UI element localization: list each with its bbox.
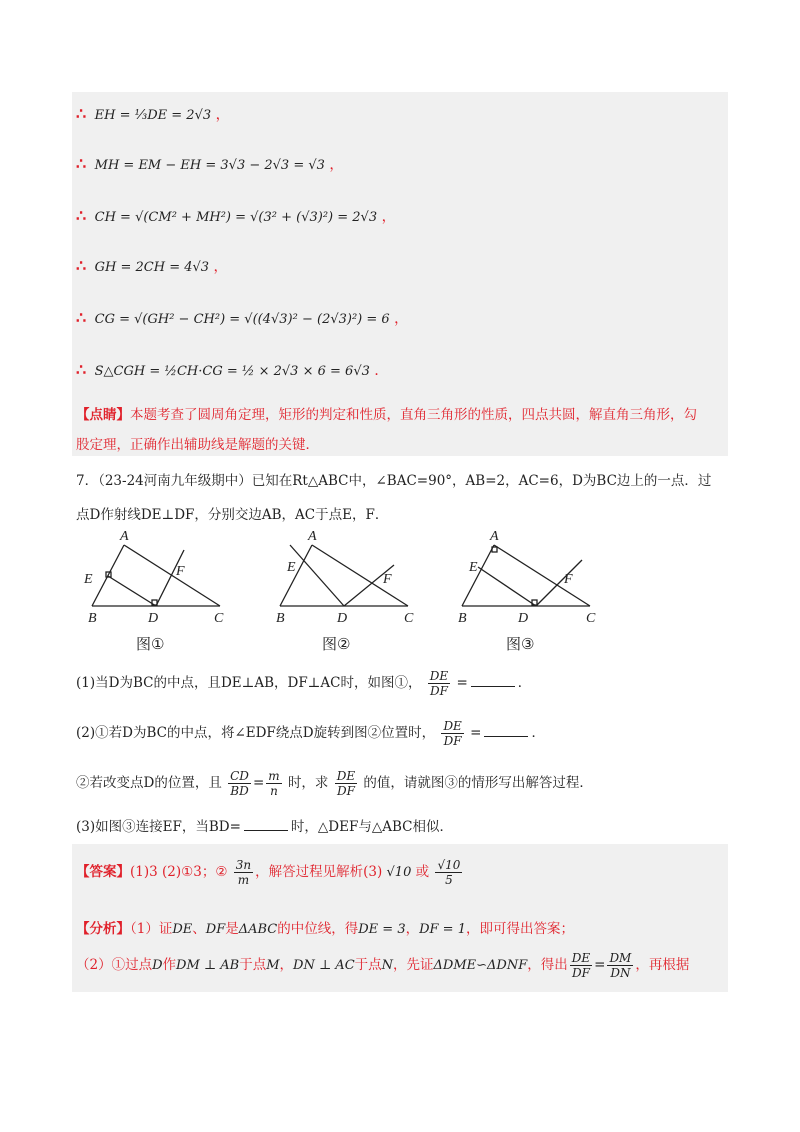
math-de: DE (172, 922, 193, 937)
math-de-value: DE = 3 (358, 922, 406, 937)
fig1-caption: 图① (136, 635, 165, 653)
answer-fraction (234, 858, 253, 887)
fig3-label-F: F (564, 572, 573, 587)
math-expression: MH = EM − EH = 3√3 − 2√3 = √3 (94, 158, 325, 173)
math-df: DF (205, 922, 226, 937)
math-expression: CH = √(CM² + MH²) = √(3² + (√3)²) = 2√3 (94, 210, 378, 225)
q1-fraction (428, 669, 450, 698)
math-similar: ΔDME∽ΔDNF (433, 958, 528, 973)
q2b-text-1: ②若改变点D的位置，且 (76, 775, 222, 791)
answer-value-1: √10 (386, 865, 412, 880)
geometry-figures (0, 525, 800, 665)
answer-tag: 【答案】 (76, 864, 130, 880)
question-1: (1)当D为BC的中点，且DE⊥AB，DF⊥AC时，如图①， $\frac{DE}{DF}$ = ． (76, 669, 532, 698)
therefore-symbol: ∴ (76, 206, 87, 225)
answer-line (76, 852, 464, 893)
therefore-symbol: ∴ (76, 360, 87, 379)
analysis-line-2 (76, 950, 689, 981)
solution-line-3 (76, 206, 396, 228)
answer-blank (484, 724, 528, 737)
answer-frac2-den: 5 (445, 873, 453, 887)
therefore-symbol: ∴ (76, 104, 87, 123)
therefore-symbol: ∴ (76, 154, 87, 173)
fig1-label-A: A (120, 529, 129, 544)
q2b-fraction-2 (266, 769, 281, 798)
answer-frac-num: 3n (235, 858, 252, 872)
q2b-text-2: 时，求 (287, 775, 329, 791)
q1-frac-den: DF (429, 684, 448, 698)
frac-den: DN (610, 966, 631, 980)
fig3-label-E: E (469, 560, 478, 575)
fig3-caption: 图③ (506, 635, 535, 653)
math-expression: EH = ⅓DE = 2√3 (94, 108, 212, 123)
therefore-symbol: ∴ (76, 256, 87, 275)
analysis-text: 于点 (239, 957, 267, 973)
fig1-label-F: F (176, 564, 185, 579)
punctuation: ， (213, 259, 228, 275)
punctuation: ， (215, 107, 230, 123)
dianjing-tag: 【点睛】 (76, 407, 130, 423)
analysis-text: 的中位线，得 (277, 921, 359, 937)
solution-line-6 (76, 360, 388, 382)
q2a-tail: ． (531, 725, 545, 741)
q2b-frac3-den: DF (336, 784, 355, 798)
q1-frac-num: DE (429, 669, 449, 683)
fig2-caption: 图② (322, 635, 351, 653)
math-expression: CG = √(GH² − CH²) = √((4√3)² − (2√3)²) = 6 (94, 312, 390, 327)
q1-tail: ． (517, 675, 532, 691)
problem-stem (76, 464, 726, 532)
question-2a: (2)①若D为BC的中点，将∠EDF绕点D旋转到图②位置时， $\frac{DE}{DF}$ = ． (76, 719, 545, 748)
fig2-label-B: B (276, 611, 285, 626)
solution-line-2 (76, 154, 343, 176)
q2b-frac1-den: BD (230, 784, 249, 798)
analysis-fraction-1 (570, 951, 592, 980)
math-dn-perp: DN ⊥ AC (293, 958, 355, 973)
fig2-label-A: A (308, 529, 317, 544)
fig3-label-B: B (458, 611, 467, 626)
punctuation: ． (374, 363, 389, 379)
punctuation: ， (329, 157, 344, 173)
math-n: N (381, 958, 394, 973)
math-triangle: ΔABC (238, 922, 278, 937)
answer-or: 或 (415, 864, 430, 880)
dianjing-text-2: 股定理，正确作出辅助线是解题的关键． (76, 437, 319, 453)
question-2b (76, 768, 593, 798)
q2a-text: (2)①若D为BC的中点，将∠EDF绕点D旋转到图②位置时， (76, 725, 436, 741)
fig3-label-A: A (490, 529, 499, 544)
q2a-frac-num: DE (443, 719, 462, 733)
q2b-frac2-den: n (270, 784, 278, 798)
punctuation: ， (394, 311, 409, 327)
math-expression: S△CGH = ½CH·CG = ½ × 2√3 × 6 = 6√3 (94, 364, 370, 379)
q2a-fraction (441, 719, 463, 748)
frac-num: DM (609, 951, 632, 965)
answer-frac-den: m (237, 873, 250, 887)
frac-num: DE (571, 951, 591, 965)
dianjing-note (76, 400, 726, 460)
fig1-label-B: B (88, 611, 97, 626)
analysis-text: ，即可得出答案； (465, 921, 574, 937)
fig1-label-C: C (214, 611, 224, 626)
solution-line-1 (76, 104, 230, 126)
fig3-label-D: D (518, 611, 529, 626)
q2b-fraction-1 (228, 769, 251, 798)
q3-text-1: (3)如图③连接EF，当BD= (76, 819, 241, 835)
analysis-text: 是 (225, 921, 239, 937)
problem-source: （23-24河南九年级期中） (98, 473, 252, 489)
math-expression: GH = 2CH = 4√3 (94, 260, 210, 275)
answer-part-1: (1)3 (2)①3；② (130, 864, 228, 880)
solution-line-5 (76, 308, 408, 330)
fig2-label-E: E (287, 560, 296, 575)
q2b-frac1-num: CD (230, 769, 249, 783)
analysis-text: ，再根据 (635, 957, 690, 973)
dianjing-text-1: 本题考查了圆周角定理，矩形的判定和性质，直角三角形的性质，四点共圆，解直角三角形，勾 (130, 407, 697, 423)
math-d: D (152, 958, 163, 973)
q2a-frac-den: DF (443, 734, 462, 748)
therefore-symbol: ∴ (76, 308, 87, 327)
frac-den: DF (571, 966, 590, 980)
analysis-text: ，得出 (527, 957, 568, 973)
math-df-value: DF = 1 (419, 922, 466, 937)
fig3-label-C: C (586, 611, 596, 626)
analysis-text: ， (405, 921, 420, 937)
problem-stem-2: 点D作射线DE⊥DF，分别交边AB，AC于点E，F． (76, 507, 389, 523)
fig2-label-D: D (337, 611, 348, 626)
analysis-line-1 (76, 916, 574, 943)
q2b-frac3-num: DE (336, 769, 356, 783)
q1-text: (1)当D为BC的中点，且DE⊥AB，DF⊥AC时，如图①， (76, 675, 422, 691)
answer-part-2: ，解答过程见解析(3) (255, 864, 383, 880)
analysis-text: ， (279, 957, 294, 973)
fig2-label-F: F (383, 572, 392, 587)
answer-fraction-2 (435, 858, 462, 887)
analysis-fraction-2 (607, 951, 633, 980)
q2b-frac2-num: m (268, 769, 280, 783)
math-dm-perp: DM ⊥ AB (176, 958, 240, 973)
analysis-text: 作 (162, 957, 177, 973)
analysis-text: ，先证 (393, 957, 434, 973)
q3-text-2: 时，△DEF与△ABC相似． (290, 819, 453, 835)
q2b-fraction-3 (335, 769, 357, 798)
math-m: M (266, 958, 280, 973)
analysis-text: 于点 (354, 957, 382, 973)
q2b-text-3: 的值，请就图③的情形写出解答过程． (363, 775, 593, 791)
answer-blank (471, 674, 515, 687)
question-3 (76, 814, 453, 840)
analysis-text: （1）证 (130, 921, 173, 937)
analysis-text: 、 (192, 921, 206, 937)
problem-number: 7． (76, 473, 99, 489)
answer-frac2-num: √10 (437, 858, 461, 872)
q2b-eq: = (252, 775, 265, 791)
answer-blank (244, 818, 288, 831)
punctuation: ， (381, 209, 396, 225)
solution-line-4 (76, 256, 228, 278)
problem-stem-1: 已知在Rt△ABC中，∠BAC=90°，AB=2，AC=6，D为BC边上的一点．过 (251, 473, 712, 489)
fig1-label-E: E (84, 572, 93, 587)
equals-sign: = (594, 957, 606, 973)
fig2-label-C: C (404, 611, 414, 626)
analysis-tag: 【分析】 (76, 921, 130, 937)
fig1-label-D: D (148, 611, 159, 626)
analysis-text: （2）①过点 (76, 957, 153, 973)
